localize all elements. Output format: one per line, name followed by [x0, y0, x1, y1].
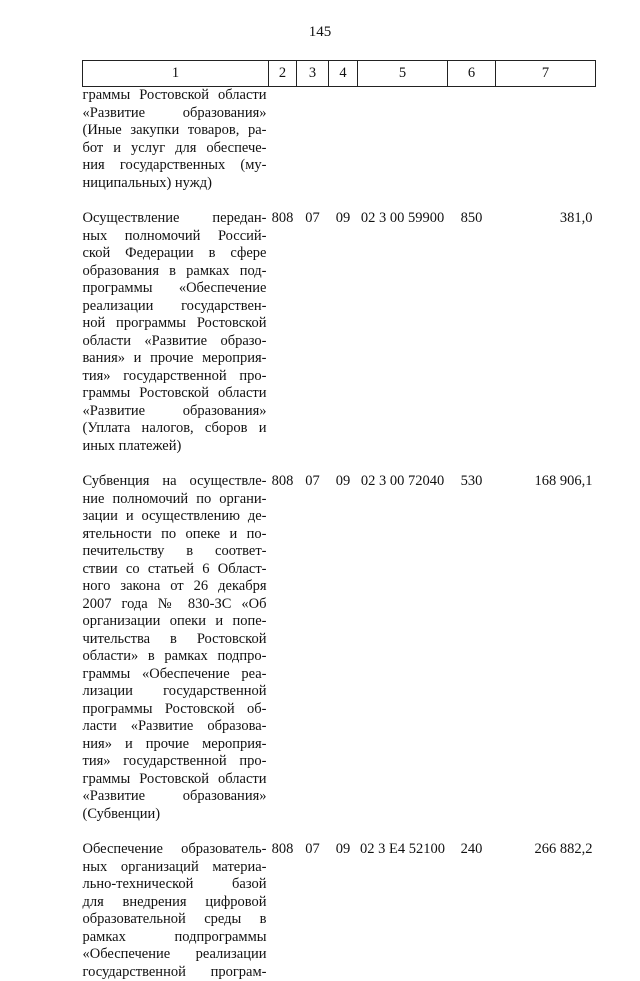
header-col-7: 7 — [496, 61, 596, 87]
subsection-code-cell: 09 — [329, 210, 358, 455]
description-line: «Развитие образования» — [83, 788, 267, 806]
budget-code-cell — [269, 87, 297, 193]
description-line: ствии со статьей 6 Област- — [83, 561, 267, 579]
amount-cell: 381,0 — [496, 210, 596, 455]
table-header — [83, 61, 596, 87]
target-article-cell: 02 3 00 72040 — [358, 473, 448, 823]
description-line: ской Федерации в сфере — [83, 245, 267, 263]
description-line: организации опеки и попе- — [83, 613, 267, 631]
description-line: ниципальных) нужд) — [83, 175, 267, 193]
table-row — [83, 210, 596, 455]
description-line: «Развитие образования» — [83, 403, 267, 421]
page-number: 145 — [0, 24, 640, 41]
description-line: программы «Обеспечение — [83, 280, 267, 298]
description-line: «Развитие образования» — [83, 105, 267, 123]
row-spacer — [83, 192, 596, 210]
target-article-cell: 02 3 E4 52100 — [358, 841, 448, 981]
amount-cell: 266 882,2 — [496, 841, 596, 981]
amount-cell — [496, 87, 596, 193]
subsection-code-cell: 09 — [329, 473, 358, 823]
description-line: ной программы Ростовской — [83, 315, 267, 333]
expense-type-cell: 850 — [448, 210, 496, 455]
table-row — [83, 87, 596, 193]
row-spacer-cell — [83, 455, 596, 473]
description-line: ных полномочий Россий- — [83, 228, 267, 246]
target-article-cell — [358, 87, 448, 193]
description-line: ние полномочий по органи- — [83, 491, 267, 509]
description-line: ных организаций материа- — [83, 859, 267, 877]
description-line: Осуществление передан- — [83, 210, 267, 228]
description-line: ного закона от 26 декабря — [83, 578, 267, 596]
description-line: (Субвенции) — [83, 806, 267, 824]
description-line: области» в рамках подпро- — [83, 648, 267, 666]
description-cell — [83, 841, 269, 981]
description-line: ласти «Развитие образова- — [83, 718, 267, 736]
description-line: (Иные закупки товаров, ра- — [83, 122, 267, 140]
description-line: иных платежей) — [83, 438, 267, 456]
description-line: программы Ростовской об- — [83, 701, 267, 719]
description-line: граммы Ростовской области — [83, 87, 267, 105]
header-col-1: 1 — [83, 61, 269, 87]
description-line: образования в рамках под- — [83, 263, 267, 281]
description-line: граммы Ростовской области — [83, 385, 267, 403]
row-spacer — [83, 455, 596, 473]
description-line: бот и услуг для обеспече- — [83, 140, 267, 158]
description-cell — [83, 473, 269, 823]
subsection-code-cell — [329, 87, 358, 193]
budget-code-cell: 808 — [269, 473, 297, 823]
description-line: лизации государственной — [83, 683, 267, 701]
description-line: тия» государственной про- — [83, 753, 267, 771]
budget-code-cell: 808 — [269, 210, 297, 455]
description-line: (Уплата налогов, сборов и — [83, 420, 267, 438]
table-row — [83, 473, 596, 823]
description-line: граммы Ростовской области — [83, 771, 267, 789]
target-article-cell: 02 3 00 59900 — [358, 210, 448, 455]
table-body — [83, 87, 596, 981]
section-code-cell: 07 — [297, 841, 329, 981]
description-line: Обеспечение образователь- — [83, 841, 267, 859]
header-col-4: 4 — [329, 61, 358, 87]
section-code-cell — [297, 87, 329, 193]
budget-table-container — [82, 60, 595, 981]
description-line: образовательной среды в — [83, 911, 267, 929]
description-line: ятельности по опеке и по- — [83, 526, 267, 544]
row-spacer-cell — [83, 192, 596, 210]
description-line: ния» и прочие мероприя- — [83, 736, 267, 754]
description-line: граммы «Обеспечение реа- — [83, 666, 267, 684]
header-col-3: 3 — [297, 61, 329, 87]
section-code-cell: 07 — [297, 210, 329, 455]
description-cell — [83, 210, 269, 455]
description-line: вания» и прочие мероприя- — [83, 350, 267, 368]
description-line: чительства в Ростовской — [83, 631, 267, 649]
header-col-6: 6 — [448, 61, 496, 87]
description-line: для внедрения цифровой — [83, 894, 267, 912]
row-spacer-cell — [83, 823, 596, 841]
description-line: 2007 года № 830-ЗС «Об — [83, 596, 267, 614]
description-cell — [83, 87, 269, 193]
description-line: Субвенция на осуществле- — [83, 473, 267, 491]
expense-type-cell: 530 — [448, 473, 496, 823]
description-line: печительству в соответ- — [83, 543, 267, 561]
header-row — [83, 61, 596, 87]
section-code-cell: 07 — [297, 473, 329, 823]
description-line: государственной програм- — [83, 964, 267, 981]
budget-table — [82, 60, 596, 981]
expense-type-cell — [448, 87, 496, 193]
description-line: льно-технической базой — [83, 876, 267, 894]
description-line: области «Развитие образо- — [83, 333, 267, 351]
expense-type-cell: 240 — [448, 841, 496, 981]
description-line: ния государственных (му- — [83, 157, 267, 175]
header-col-2: 2 — [269, 61, 297, 87]
subsection-code-cell: 09 — [329, 841, 358, 981]
header-col-5: 5 — [358, 61, 448, 87]
description-line: «Обеспечение реализации — [83, 946, 267, 964]
description-line: тия» государственной про- — [83, 368, 267, 386]
table-row — [83, 841, 596, 981]
row-spacer — [83, 823, 596, 841]
description-line: реализации государствен- — [83, 298, 267, 316]
budget-code-cell: 808 — [269, 841, 297, 981]
description-line: рамках подпрограммы — [83, 929, 267, 947]
amount-cell: 168 906,1 — [496, 473, 596, 823]
description-line: зации и осуществлению де- — [83, 508, 267, 526]
